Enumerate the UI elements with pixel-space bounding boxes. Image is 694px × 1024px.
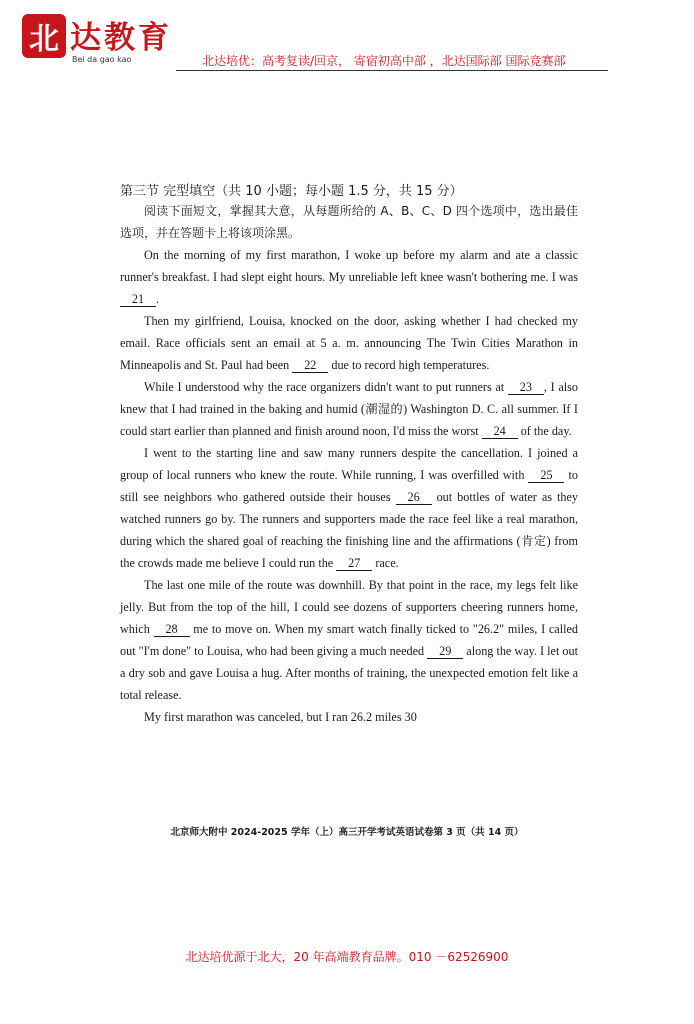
ad-footer: 北达培优源于北大，20 年高端教育品牌。010 －62526900 xyxy=(185,950,509,964)
blank-30: 30 xyxy=(404,710,417,724)
paragraph-5: The last one mile of the route was downhill. By that point in the race, my legs felt like jelly. But from the top of the hill, I could see dozens of supporters cheering runners home, which 28 me to move on. When my smart watch finally ticked to "26.2" miles, I called out "I'm done" to Louisa, who had been giving a much needed 29 along the way. I let out a dry sob and gave Louisa a hug. After months of training, the unexpected emotion felt like a total release. xyxy=(120,578,578,702)
logo-subtitle: Bei da gao kao xyxy=(72,55,132,64)
paragraph-1: On the morning of my first marathon, I woke up before my alarm and ate a classic runner's breakfast. I had slept eight hours. My unreliable left knee wasn't bothering me. I was 21 . xyxy=(120,248,578,306)
blank-26: 26 xyxy=(396,490,432,505)
paragraph-3: While I understood why the race organizers didn't want to put runners at 23 , I also knew that I had trained in the baking and humid (潮湿的) Washington D. C. all summer. If I could start earlier than planned and finish around noon, I'd miss the worst 24 of the day. xyxy=(120,380,578,438)
blank-25: 25 xyxy=(528,468,564,483)
header-divider xyxy=(176,70,608,71)
logo-name: 达教育 xyxy=(70,20,172,56)
instruction: 阅读下面短文，掌握其大意，从每题所给的 A、B、C、D 四个选项中，选出最佳选项，并在答题卡上将该项涂黑。 xyxy=(120,204,578,240)
blank-21: 21 xyxy=(120,292,156,307)
blank-27: 27 xyxy=(336,556,372,571)
header-promo: 北达培优：高考复读/回京， 寄宿初高中部 ，北达国际部 国际竞赛部 xyxy=(202,54,566,68)
paragraph-2: Then my girlfriend, Louisa, knocked on the door, asking whether I had checked my email. Race officials sent an email at 5 a. m. announcing The Twin Cities Marathon in Minneapolis and St. Paul had been 22 due to record high temperatures. xyxy=(120,314,578,372)
paragraph-4: I went to the starting line and saw many runners despite the cancellation. I joined a group of local runners who knew the route. While running, I was overfilled with 25 to still see neighbors who gathered outside their houses 26 out bottles of water as they watched runners go by. The runners and supporters made the race feel like a real marathon, during which the shared goal of reaching the finishing line and the affirmations (肯定) from the crowds made me believe I could run the 27 race. xyxy=(120,446,578,570)
blank-23: 23 xyxy=(508,380,544,395)
section-title: 第三节 完型填空（共 10 小题；每小题 1.5 分，共 15 分） xyxy=(120,184,463,199)
logo-mark: 北 xyxy=(22,14,66,58)
passage xyxy=(120,200,578,728)
blank-22: 22 xyxy=(292,358,328,373)
blank-29: 29 xyxy=(427,644,463,659)
paragraph-6: My first marathon was canceled, but I ran 26.2 miles 30 xyxy=(144,710,417,724)
blank-28: 28 xyxy=(154,622,190,637)
blank-24: 24 xyxy=(482,424,518,439)
exam-page-footer: 北京师大附中 2024-2025 学年（上）高三开学考试英语试卷第 3 页（共 14 页） xyxy=(170,827,524,838)
